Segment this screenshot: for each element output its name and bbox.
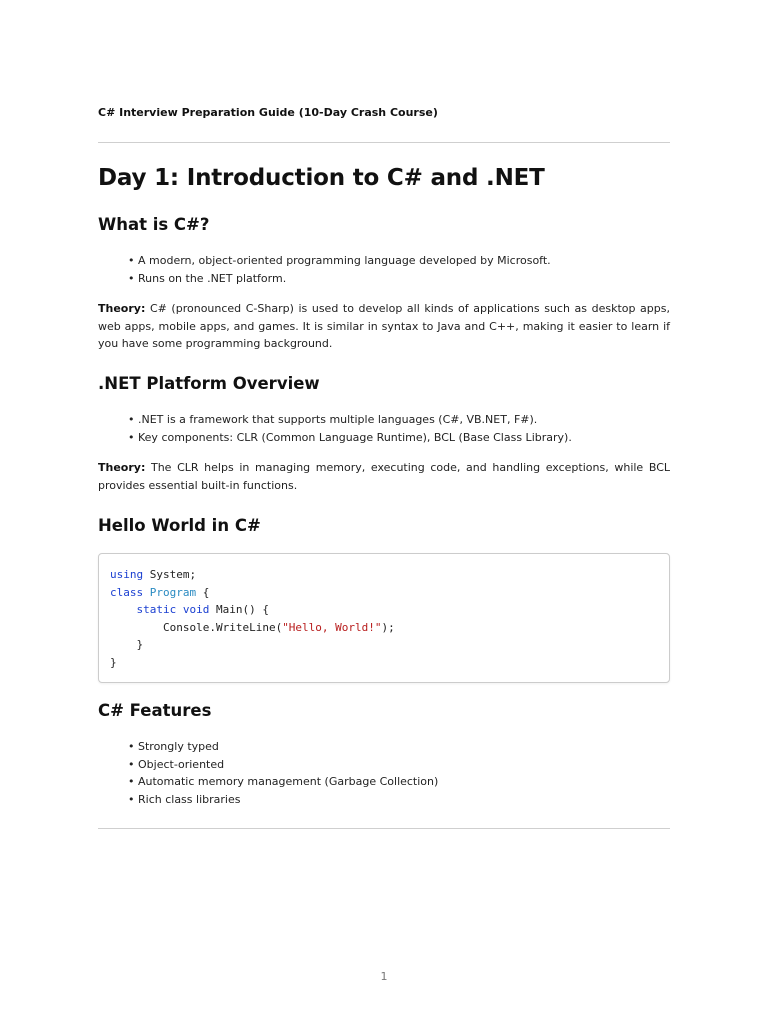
code-line — [110, 566, 196, 584]
code-keyword: class — [110, 585, 144, 599]
section-heading-what-is-csharp: What is C#? — [98, 215, 210, 234]
what-is-csharp-list — [128, 252, 551, 287]
code-text: Main() { — [209, 603, 269, 617]
code-indent — [110, 603, 137, 616]
theory-text: The CLR helps in managing memory, executing code, and handling exceptions, while BCL provides essential built-in functions. — [98, 461, 670, 492]
theory-label: Theory: — [98, 461, 146, 474]
code-block — [98, 553, 670, 683]
theory-paragraph-dotnet — [98, 459, 670, 494]
code-text — [143, 586, 150, 599]
code-keyword: using — [110, 568, 144, 581]
code-line: } — [110, 656, 117, 669]
code-line — [110, 619, 395, 637]
list-item: • Rich class libraries — [128, 791, 438, 809]
list-item: • A modern, object-oriented programming language developed by Microsoft. — [128, 252, 551, 270]
list-item: • Strongly typed — [128, 738, 438, 756]
code-text: ); — [381, 620, 395, 634]
features-list — [128, 738, 438, 808]
code-keyword: void — [182, 603, 210, 617]
page-number: 1 — [380, 970, 388, 983]
theory-text: C# (pronounced C-Sharp) is used to develop all kinds of applications such as desktop apps, web apps, mobile apps, and games. It is similar in syntax to Java and C++, making it easier to learn if you have some programming background. — [98, 302, 670, 351]
header-divider — [98, 142, 670, 143]
theory-label: Theory: — [98, 302, 146, 315]
list-item: • Automatic memory management (Garbage Collection) — [128, 773, 438, 791]
code-text: { — [196, 585, 210, 599]
section-heading-dotnet-overview: .NET Platform Overview — [98, 374, 320, 393]
running-header: C# Interview Preparation Guide (10-Day Crash Course) — [98, 106, 438, 119]
page-title: Day 1: Introduction to C# and .NET — [98, 165, 545, 191]
code-type: Program — [149, 585, 197, 599]
theory-paragraph-csharp — [98, 300, 670, 353]
code-text: Console.WriteLine( — [110, 620, 283, 634]
list-item: • Object-oriented — [128, 756, 438, 774]
code-line — [110, 584, 209, 602]
code-line — [110, 601, 269, 619]
section-heading-features: C# Features — [98, 701, 212, 720]
list-item: • Runs on the .NET platform. — [128, 270, 551, 288]
list-item: • .NET is a framework that supports multiple languages (C#, VB.NET, F#). — [128, 411, 572, 429]
code-keyword: static — [136, 603, 177, 617]
code-line: } — [110, 638, 144, 652]
section-heading-hello-world: Hello World in C# — [98, 516, 261, 535]
code-text — [176, 603, 183, 616]
footer-divider — [98, 828, 670, 829]
list-item: • Key components: CLR (Common Language Runtime), BCL (Base Class Library). — [128, 429, 572, 447]
code-string: "Hello, World!" — [282, 620, 382, 634]
code-text: System; — [143, 568, 197, 581]
dotnet-overview-list — [128, 411, 572, 446]
